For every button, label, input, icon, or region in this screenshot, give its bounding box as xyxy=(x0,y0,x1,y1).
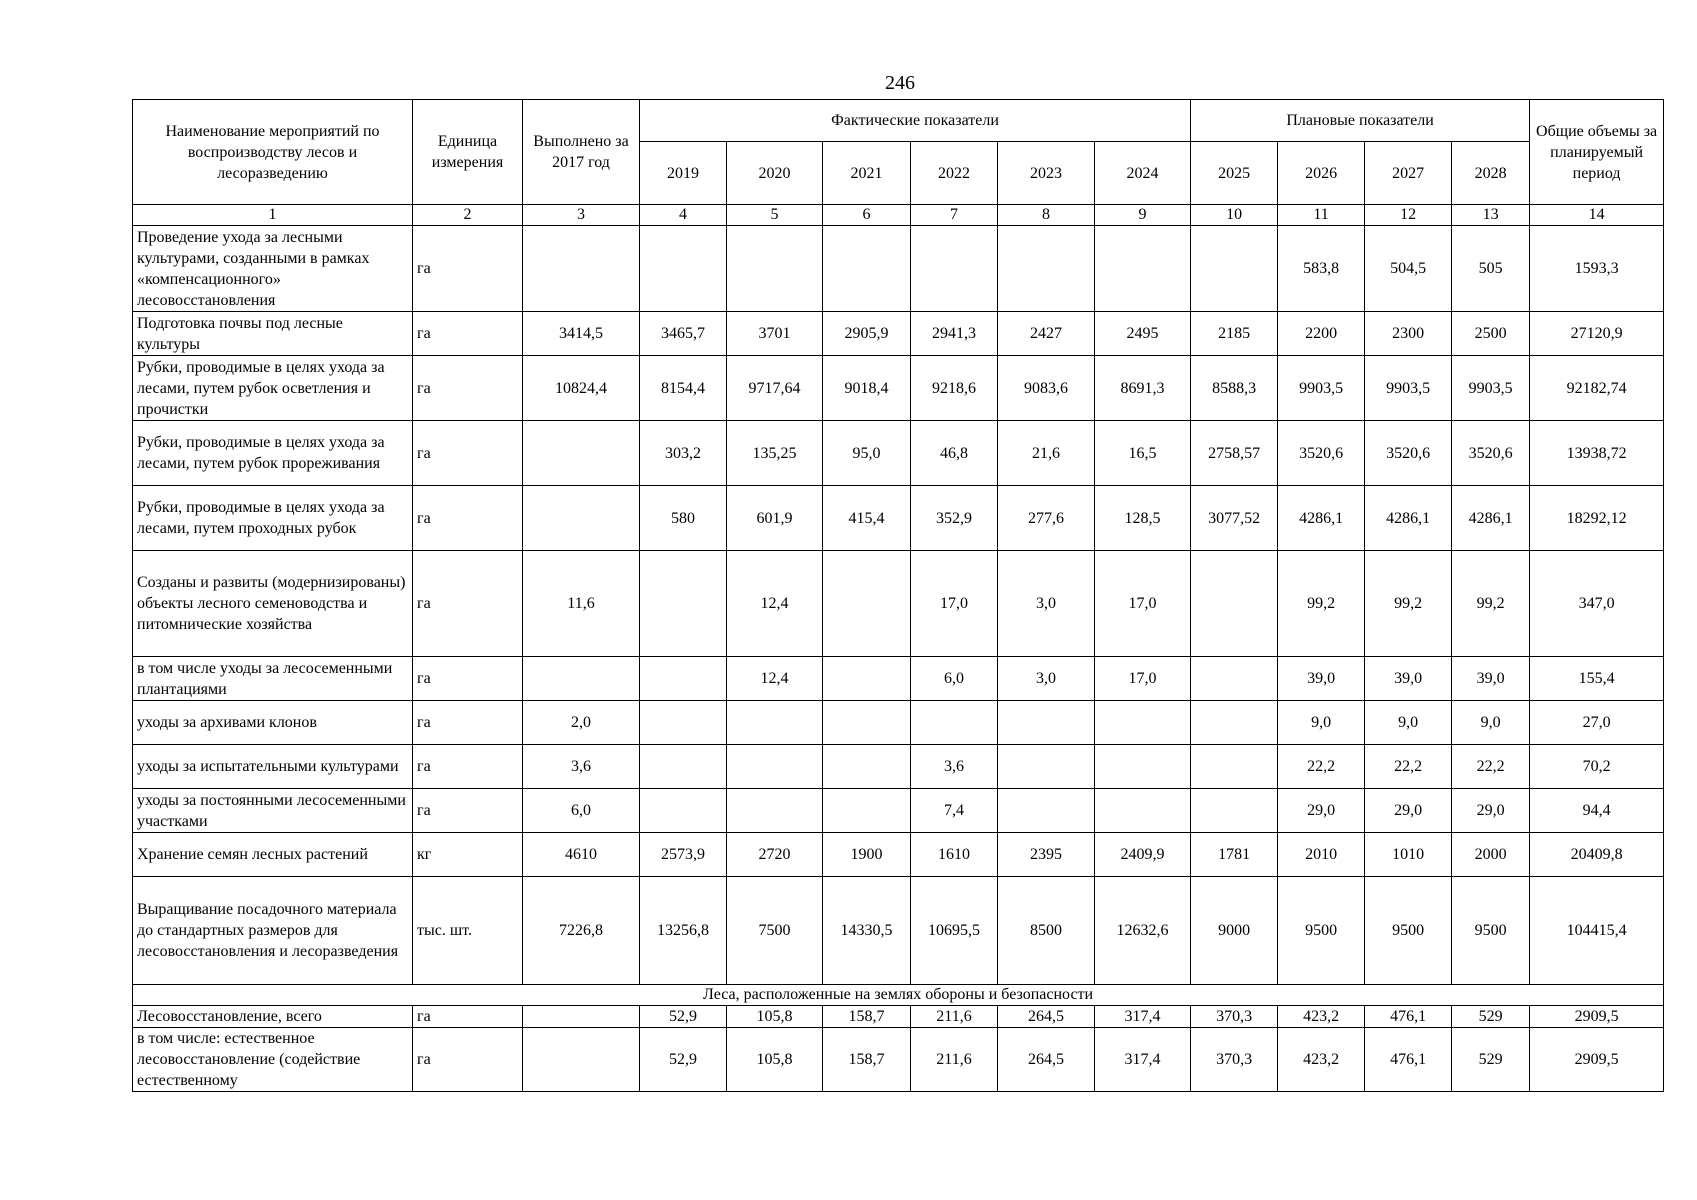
row-year-value: 12632,6 xyxy=(1095,877,1191,985)
row-year-value: 2573,9 xyxy=(640,833,727,877)
row-year-value: 16,5 xyxy=(1095,421,1191,486)
row-year-value xyxy=(1191,701,1278,745)
row-year-value: 2010 xyxy=(1278,833,1365,877)
row-year-value: 7,4 xyxy=(911,789,998,833)
row-year-value: 1900 xyxy=(823,833,911,877)
row-year-value: 277,6 xyxy=(998,486,1095,551)
row-year-value xyxy=(823,745,911,789)
header-total: Общие объемы за планируемый период xyxy=(1530,100,1664,205)
row-total: 94,4 xyxy=(1530,789,1664,833)
row-year-value: 3077,52 xyxy=(1191,486,1278,551)
row-year-value: 22,2 xyxy=(1365,745,1452,789)
row-done-2017: 3,6 xyxy=(523,745,640,789)
row-done-2017 xyxy=(523,486,640,551)
table-row xyxy=(133,745,1664,789)
row-year-value: 12,4 xyxy=(727,657,823,701)
row-done-2017: 4610 xyxy=(523,833,640,877)
header-year: 2022 xyxy=(911,142,998,205)
header-actual-group: Фактические показатели xyxy=(640,100,1191,142)
row-unit: га xyxy=(413,789,523,833)
row-name: уходы за архивами клонов xyxy=(133,701,413,745)
row-year-value: 13256,8 xyxy=(640,877,727,985)
row-total: 2909,5 xyxy=(1530,1028,1664,1092)
row-name: Хранение семян лесных растений xyxy=(133,833,413,877)
column-index: 12 xyxy=(1365,205,1452,226)
row-year-value: 3520,6 xyxy=(1452,421,1530,486)
row-year-value: 9903,5 xyxy=(1278,356,1365,421)
row-year-value: 22,2 xyxy=(1452,745,1530,789)
row-name: Подготовка почвы под лесные культуры xyxy=(133,312,413,356)
header-unit: Единица измерения xyxy=(413,100,523,205)
row-year-value: 9500 xyxy=(1452,877,1530,985)
table-row xyxy=(133,701,1664,745)
row-year-value: 317,4 xyxy=(1095,1006,1191,1028)
row-unit: га xyxy=(413,1028,523,1092)
row-year-value xyxy=(640,701,727,745)
row-year-value xyxy=(640,226,727,312)
header-year: 2020 xyxy=(727,142,823,205)
row-year-value: 39,0 xyxy=(1278,657,1365,701)
row-unit: га xyxy=(413,486,523,551)
row-year-value: 9903,5 xyxy=(1452,356,1530,421)
row-total: 2909,5 xyxy=(1530,1006,1664,1028)
row-year-value: 1610 xyxy=(911,833,998,877)
row-unit: га xyxy=(413,657,523,701)
table-row xyxy=(133,551,1664,657)
row-year-value: 211,6 xyxy=(911,1028,998,1092)
table-row xyxy=(133,226,1664,312)
table-row xyxy=(133,1006,1664,1028)
row-name: Лесовосстановление, всего xyxy=(133,1006,413,1028)
row-year-value: 211,6 xyxy=(911,1006,998,1028)
column-index: 1 xyxy=(133,205,413,226)
reforestation-table xyxy=(132,99,1664,1092)
row-unit: га xyxy=(413,421,523,486)
row-year-value: 3,6 xyxy=(911,745,998,789)
row-year-value xyxy=(1095,701,1191,745)
row-year-value xyxy=(823,226,911,312)
column-index: 3 xyxy=(523,205,640,226)
row-year-value: 476,1 xyxy=(1365,1028,1452,1092)
column-index: 6 xyxy=(823,205,911,226)
row-total: 1593,3 xyxy=(1530,226,1664,312)
row-name: в том числе уходы за лесосеменными плантациями xyxy=(133,657,413,701)
row-year-value: 21,6 xyxy=(998,421,1095,486)
row-year-value: 17,0 xyxy=(1095,551,1191,657)
row-year-value: 8588,3 xyxy=(1191,356,1278,421)
row-year-value: 105,8 xyxy=(727,1006,823,1028)
row-year-value xyxy=(998,226,1095,312)
row-year-value: 52,9 xyxy=(640,1006,727,1028)
row-total: 27120,9 xyxy=(1530,312,1664,356)
row-name: Рубки, проводимые в целях ухода за лесами, путем проходных рубок xyxy=(133,486,413,551)
row-name: Рубки, проводимые в целях ухода за лесами, путем рубок осветления и прочистки xyxy=(133,356,413,421)
header-name: Наименование мероприятий по воспроизводству лесов и лесоразведению xyxy=(133,100,413,205)
row-unit: га xyxy=(413,701,523,745)
row-year-value xyxy=(727,226,823,312)
row-year-value: 317,4 xyxy=(1095,1028,1191,1092)
row-year-value: 264,5 xyxy=(998,1006,1095,1028)
row-total: 92182,74 xyxy=(1530,356,1664,421)
row-name: в том числе: естественное лесовосстановление (содействие естественному xyxy=(133,1028,413,1092)
row-year-value: 2395 xyxy=(998,833,1095,877)
row-year-value: 3,0 xyxy=(998,657,1095,701)
row-year-value xyxy=(727,745,823,789)
row-year-value: 135,25 xyxy=(727,421,823,486)
row-year-value: 580 xyxy=(640,486,727,551)
row-total: 20409,8 xyxy=(1530,833,1664,877)
row-year-value: 99,2 xyxy=(1365,551,1452,657)
row-year-value xyxy=(1191,789,1278,833)
row-done-2017: 11,6 xyxy=(523,551,640,657)
row-year-value: 46,8 xyxy=(911,421,998,486)
row-done-2017: 2,0 xyxy=(523,701,640,745)
row-year-value: 14330,5 xyxy=(823,877,911,985)
row-year-value xyxy=(640,657,727,701)
row-year-value xyxy=(911,226,998,312)
row-year-value: 99,2 xyxy=(1278,551,1365,657)
table-row xyxy=(133,312,1664,356)
row-year-value xyxy=(998,745,1095,789)
row-name: уходы за постоянными лесосеменными участками xyxy=(133,789,413,833)
row-year-value: 8691,3 xyxy=(1095,356,1191,421)
section-row xyxy=(133,985,1664,1006)
row-year-value: 39,0 xyxy=(1365,657,1452,701)
row-total: 27,0 xyxy=(1530,701,1664,745)
row-year-value: 2200 xyxy=(1278,312,1365,356)
row-total: 18292,12 xyxy=(1530,486,1664,551)
header-year: 2021 xyxy=(823,142,911,205)
row-name: Рубки, проводимые в целях ухода за лесами, путем рубок прореживания xyxy=(133,421,413,486)
table-body-defense xyxy=(133,1006,1664,1092)
column-index: 5 xyxy=(727,205,823,226)
header-year: 2024 xyxy=(1095,142,1191,205)
row-year-value: 529 xyxy=(1452,1028,1530,1092)
row-year-value: 99,2 xyxy=(1452,551,1530,657)
row-year-value: 2427 xyxy=(998,312,1095,356)
row-year-value: 423,2 xyxy=(1278,1006,1365,1028)
row-year-value: 9500 xyxy=(1278,877,1365,985)
row-year-value: 9,0 xyxy=(1365,701,1452,745)
row-unit: га xyxy=(413,356,523,421)
row-year-value: 95,0 xyxy=(823,421,911,486)
table-row xyxy=(133,486,1664,551)
row-year-value: 2941,3 xyxy=(911,312,998,356)
header-done-2017: Выполнено за 2017 год xyxy=(523,100,640,205)
row-year-value xyxy=(1191,551,1278,657)
row-year-value: 370,3 xyxy=(1191,1028,1278,1092)
row-year-value: 3465,7 xyxy=(640,312,727,356)
row-done-2017: 6,0 xyxy=(523,789,640,833)
row-year-value: 9083,6 xyxy=(998,356,1095,421)
row-year-value xyxy=(998,789,1095,833)
row-year-value: 22,2 xyxy=(1278,745,1365,789)
row-year-value xyxy=(727,789,823,833)
row-unit: тыс. шт. xyxy=(413,877,523,985)
row-total: 13938,72 xyxy=(1530,421,1664,486)
row-year-value xyxy=(823,551,911,657)
column-index: 10 xyxy=(1191,205,1278,226)
row-year-value: 9717,64 xyxy=(727,356,823,421)
row-unit: га xyxy=(413,551,523,657)
row-year-value xyxy=(823,789,911,833)
row-year-value: 6,0 xyxy=(911,657,998,701)
row-year-value: 3520,6 xyxy=(1365,421,1452,486)
row-year-value: 17,0 xyxy=(911,551,998,657)
row-year-value: 10695,5 xyxy=(911,877,998,985)
row-year-value: 3,0 xyxy=(998,551,1095,657)
table-row xyxy=(133,657,1664,701)
row-unit: га xyxy=(413,1006,523,1028)
section-title: Леса, расположенные на землях обороны и безопасности xyxy=(133,985,1664,1006)
column-index: 11 xyxy=(1278,205,1365,226)
row-year-value xyxy=(911,701,998,745)
row-year-value: 3520,6 xyxy=(1278,421,1365,486)
row-year-value xyxy=(1191,657,1278,701)
column-index: 9 xyxy=(1095,205,1191,226)
row-year-value: 9,0 xyxy=(1452,701,1530,745)
row-year-value: 29,0 xyxy=(1452,789,1530,833)
row-year-value: 12,4 xyxy=(727,551,823,657)
column-index-row xyxy=(133,205,1664,226)
row-year-value: 2905,9 xyxy=(823,312,911,356)
row-done-2017 xyxy=(523,421,640,486)
row-name: Выращивание посадочного материала до стандартных размеров для лесовосстановления и лесоразведения xyxy=(133,877,413,985)
row-year-value xyxy=(727,701,823,745)
row-year-value: 529 xyxy=(1452,1006,1530,1028)
header-year: 2026 xyxy=(1278,142,1365,205)
row-year-value: 2758,57 xyxy=(1191,421,1278,486)
row-year-value: 105,8 xyxy=(727,1028,823,1092)
row-year-value: 9018,4 xyxy=(823,356,911,421)
row-total: 347,0 xyxy=(1530,551,1664,657)
row-unit: га xyxy=(413,312,523,356)
row-year-value: 8500 xyxy=(998,877,1095,985)
row-done-2017 xyxy=(523,226,640,312)
header-year: 2023 xyxy=(998,142,1095,205)
row-year-value: 2720 xyxy=(727,833,823,877)
row-year-value: 2500 xyxy=(1452,312,1530,356)
column-index: 14 xyxy=(1530,205,1664,226)
row-year-value: 352,9 xyxy=(911,486,998,551)
row-year-value: 415,4 xyxy=(823,486,911,551)
row-year-value: 39,0 xyxy=(1452,657,1530,701)
row-year-value: 4286,1 xyxy=(1452,486,1530,551)
row-total: 70,2 xyxy=(1530,745,1664,789)
row-year-value: 9903,5 xyxy=(1365,356,1452,421)
row-year-value: 423,2 xyxy=(1278,1028,1365,1092)
row-year-value: 2495 xyxy=(1095,312,1191,356)
row-year-value: 370,3 xyxy=(1191,1006,1278,1028)
row-year-value: 504,5 xyxy=(1365,226,1452,312)
row-year-value xyxy=(1191,745,1278,789)
row-year-value: 601,9 xyxy=(727,486,823,551)
row-year-value: 4286,1 xyxy=(1278,486,1365,551)
row-unit: га xyxy=(413,226,523,312)
table-row xyxy=(133,833,1664,877)
row-year-value: 158,7 xyxy=(823,1028,911,1092)
page-number: 246 xyxy=(885,72,915,94)
row-done-2017 xyxy=(523,657,640,701)
row-unit: га xyxy=(413,745,523,789)
row-year-value: 9000 xyxy=(1191,877,1278,985)
table-row xyxy=(133,1028,1664,1092)
row-unit: кг xyxy=(413,833,523,877)
row-name: Проведение ухода за лесными культурами, созданными в рамках «компенсационного» лесовосстановления xyxy=(133,226,413,312)
row-year-value: 2300 xyxy=(1365,312,1452,356)
row-year-value: 52,9 xyxy=(640,1028,727,1092)
row-year-value xyxy=(640,789,727,833)
column-index: 2 xyxy=(413,205,523,226)
row-year-value xyxy=(823,701,911,745)
row-year-value: 476,1 xyxy=(1365,1006,1452,1028)
row-year-value xyxy=(1095,745,1191,789)
row-year-value: 158,7 xyxy=(823,1006,911,1028)
row-name: Созданы и развиты (модернизированы) объекты лесного семеноводства и питомнические хозяйства xyxy=(133,551,413,657)
row-name: уходы за испытательными культурами xyxy=(133,745,413,789)
row-done-2017: 10824,4 xyxy=(523,356,640,421)
row-year-value: 128,5 xyxy=(1095,486,1191,551)
row-year-value xyxy=(1095,789,1191,833)
row-year-value: 264,5 xyxy=(998,1028,1095,1092)
row-year-value: 2000 xyxy=(1452,833,1530,877)
table-body xyxy=(133,226,1664,985)
row-year-value xyxy=(1095,226,1191,312)
column-index: 8 xyxy=(998,205,1095,226)
row-done-2017 xyxy=(523,1028,640,1092)
row-year-value: 2409,9 xyxy=(1095,833,1191,877)
row-year-value: 9,0 xyxy=(1278,701,1365,745)
row-year-value: 29,0 xyxy=(1365,789,1452,833)
row-done-2017 xyxy=(523,1006,640,1028)
row-year-value xyxy=(823,657,911,701)
row-year-value: 29,0 xyxy=(1278,789,1365,833)
row-year-value: 505 xyxy=(1452,226,1530,312)
row-year-value xyxy=(640,745,727,789)
row-year-value: 2185 xyxy=(1191,312,1278,356)
header-year: 2025 xyxy=(1191,142,1278,205)
row-year-value: 1010 xyxy=(1365,833,1452,877)
header-year: 2028 xyxy=(1452,142,1530,205)
header-year: 2019 xyxy=(640,142,727,205)
table-row xyxy=(133,789,1664,833)
table-row xyxy=(133,877,1664,985)
row-year-value: 583,8 xyxy=(1278,226,1365,312)
column-index: 4 xyxy=(640,205,727,226)
header-plan-group: Плановые показатели xyxy=(1191,100,1530,142)
row-year-value xyxy=(998,701,1095,745)
row-year-value: 9218,6 xyxy=(911,356,998,421)
table-row xyxy=(133,421,1664,486)
table-row xyxy=(133,356,1664,421)
row-year-value: 7500 xyxy=(727,877,823,985)
row-year-value: 3701 xyxy=(727,312,823,356)
row-total: 104415,4 xyxy=(1530,877,1664,985)
column-index: 13 xyxy=(1452,205,1530,226)
row-year-value: 1781 xyxy=(1191,833,1278,877)
row-done-2017: 3414,5 xyxy=(523,312,640,356)
header-year: 2027 xyxy=(1365,142,1452,205)
row-year-value: 8154,4 xyxy=(640,356,727,421)
row-total: 155,4 xyxy=(1530,657,1664,701)
row-year-value: 9500 xyxy=(1365,877,1452,985)
column-index: 7 xyxy=(911,205,998,226)
row-year-value xyxy=(640,551,727,657)
row-year-value xyxy=(1191,226,1278,312)
row-done-2017: 7226,8 xyxy=(523,877,640,985)
row-year-value: 17,0 xyxy=(1095,657,1191,701)
row-year-value: 4286,1 xyxy=(1365,486,1452,551)
row-year-value: 303,2 xyxy=(640,421,727,486)
